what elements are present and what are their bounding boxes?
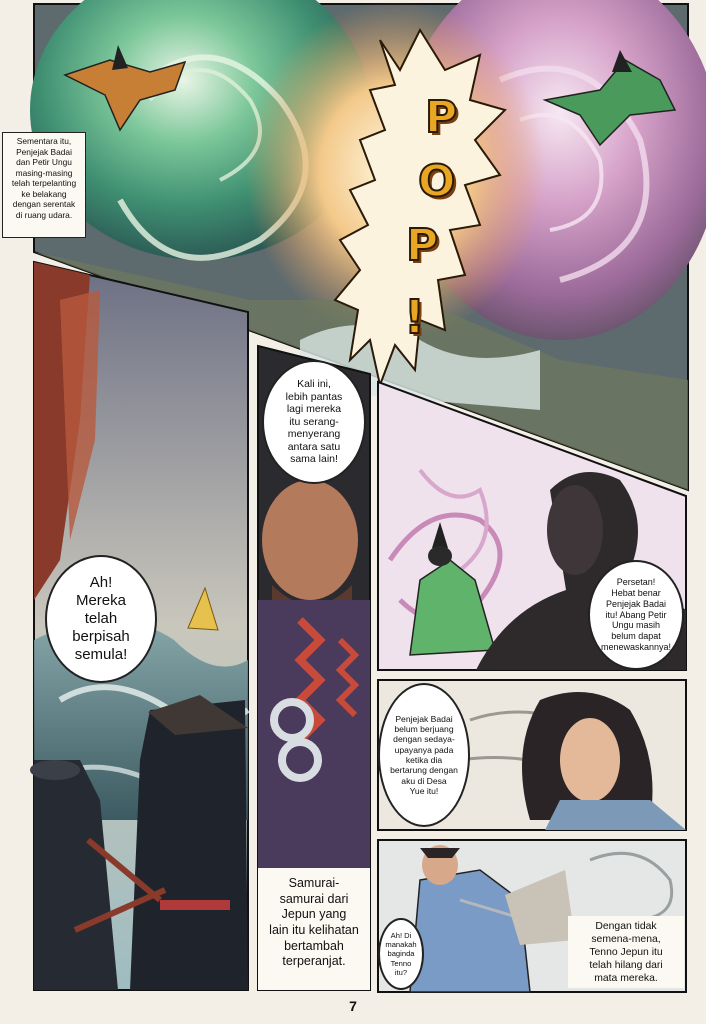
caption-bottom-samurai-text: Dengan tidak semena-mena, Tenno Jepun itu telah hilang dari mata mereka.	[589, 921, 663, 984]
bubble-bottom-samurai-text: Ah! Di manakah baginda Tenno itu?	[385, 931, 417, 977]
caption-sky-battle-text: Sementara itu, Penjejak Badai dan Petir Ungu masing-masing telah terpelanting ke belakang dengan serentak di ruang udara.	[11, 136, 77, 220]
bubble-long-hair	[378, 683, 470, 827]
caption-bald-man-text: Samurai- samurai dari Jepun yang lain itu kelihatan bertambah terperanjat.	[269, 876, 359, 969]
sfx-letter-exclaim: !	[404, 290, 425, 344]
sfx-letter-p2: P	[406, 220, 439, 271]
bubble-samurai-watch	[45, 555, 157, 683]
bubble-bald-man	[262, 360, 366, 484]
sfx-letter-o: O	[418, 156, 456, 207]
caption-bottom-samurai	[568, 916, 684, 988]
bubble-purple-storm-text: Persetan! Hebat benar Penjejak Badai itu! Abang Petir Ungu masih belum dapat menewaskannya!	[600, 577, 672, 652]
caption-sky-battle	[2, 132, 86, 238]
bubble-bottom-samurai	[378, 918, 424, 990]
bubble-purple-storm	[588, 560, 684, 670]
bubble-bald-man-text: Kali ini, lebih pantas lagi mereka itu serang- menyerang antara satu sama lain!	[285, 377, 343, 466]
page-number: 7	[349, 998, 357, 1014]
caption-bald-man	[258, 868, 370, 990]
sfx-letter-p1: P	[425, 92, 458, 143]
bubble-samurai-watch-text: Ah! Mereka telah berpisah semula!	[72, 574, 130, 663]
bubble-long-hair-text: Penjejak Badai belum berjuang dengan sedaya- upayanya pada ketika dia bertarung dengan aku di Desa Yue itu!	[390, 713, 458, 796]
